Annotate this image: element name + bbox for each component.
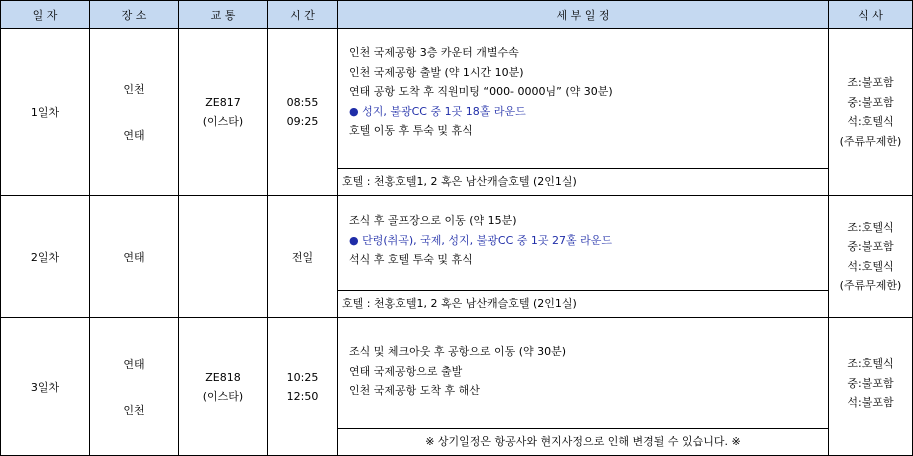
day3-place-from: 연태 <box>123 357 145 371</box>
day1-depart-time: 08:55 <box>286 96 319 109</box>
day1-line-2: 인천 국제공항 출발 (약 1시간 10분) <box>349 65 524 79</box>
day2-line-2: ● 단령(취곡), 국제, 성지, 불광CC 중 1곳 27홀 라운드 <box>349 233 613 247</box>
day2-details <box>338 196 829 318</box>
header-details: 세 부 일 정 <box>338 1 829 29</box>
day1-meal-note: (주류무제한) <box>839 134 902 148</box>
header-row <box>1 1 913 29</box>
day1-row <box>1 29 913 196</box>
day2-meal-dinner: 석:호텔식 <box>847 259 894 273</box>
day1-places <box>90 29 179 196</box>
day1-line-1: 인천 국제공항 3층 카운터 개별수속 <box>349 46 519 59</box>
day1-hotel: 호텔 : 천홍호텔1, 2 혹은 남산캐슬호텔 (2인1실) <box>338 168 828 195</box>
day3-meals <box>829 318 913 456</box>
day2-label: 2일차 <box>1 196 90 318</box>
day2-meal-note: (주류무제한) <box>839 279 902 292</box>
header-place: 장 소 <box>90 1 179 29</box>
day1-meal-lunch: 중:불포함 <box>847 95 894 109</box>
header-transport: 교 통 <box>179 1 268 29</box>
day2-meal-lunch: 중:불포함 <box>847 240 894 253</box>
day3-arrive-time: 12:50 <box>286 389 319 403</box>
day2-place: 연태 <box>90 196 179 318</box>
day1-meal-dinner: 석:호텔식 <box>847 115 894 128</box>
day1-details <box>338 29 829 196</box>
day3-line-1: 조식 및 체크아웃 후 공항으로 이동 (약 30분) <box>349 345 567 358</box>
day3-airline: (이스타) <box>202 389 244 403</box>
day3-line-2: 연태 국제공항으로 출발 <box>349 364 463 378</box>
header-time: 시 간 <box>268 1 338 29</box>
day3-places <box>90 318 179 456</box>
day3-meal-dinner: 석:불포함 <box>847 396 894 409</box>
day1-flight: ZE817 <box>205 96 241 109</box>
header-day: 일 자 <box>1 1 90 29</box>
day3-row <box>1 318 913 456</box>
day3-label: 3일차 <box>1 318 90 456</box>
day1-line-5: 호텔 이동 후 투숙 및 휴식 <box>349 124 473 137</box>
day1-line-3: 연태 공항 도착 후 직원미팅 “000- 0000님” (약 30분) <box>349 85 613 98</box>
schedule-change-notice: ※ 상기일정은 항공사와 현지사정으로 인해 변경될 수 있습니다. ※ <box>338 428 828 455</box>
day2-line-1: 조식 후 골프장으로 이동 (약 15분) <box>349 214 517 227</box>
day3-depart-time: 10:25 <box>286 370 319 384</box>
header-meal: 식 사 <box>829 1 913 29</box>
day1-line-4: ● 성지, 불광CC 중 1곳 18홀 라운드 <box>349 104 526 118</box>
day3-meal-breakfast: 조:호텔식 <box>847 357 894 370</box>
day1-airline: (이스타) <box>202 115 244 128</box>
day3-meal-lunch: 중:불포함 <box>847 376 894 390</box>
day1-arrive-time: 09:25 <box>286 115 319 128</box>
day3-times <box>268 318 338 456</box>
day3-details <box>338 318 829 456</box>
day2-time: 전일 <box>268 196 338 318</box>
day2-meals <box>829 196 913 318</box>
day2-hotel: 호텔 : 천홍호텔1, 2 혹은 남산캐슬호텔 (2인1실) <box>338 290 828 317</box>
day3-place-to: 인천 <box>123 403 145 417</box>
day3-flight: ZE818 <box>205 370 241 384</box>
day3-line-3: 인천 국제공항 도착 후 해산 <box>349 384 480 397</box>
day2-transport <box>179 196 268 318</box>
day1-times <box>268 29 338 196</box>
day1-place-from: 인천 <box>123 83 145 96</box>
day3-transport <box>179 318 268 456</box>
day1-label: 1일차 <box>1 29 90 196</box>
day2-row <box>1 196 913 318</box>
day1-meal-breakfast: 조:불포함 <box>847 76 894 89</box>
day2-meal-breakfast: 조:호텔식 <box>847 220 894 234</box>
day1-place-to: 연태 <box>123 129 145 142</box>
day2-line-3: 석식 후 호텔 투숙 및 휴식 <box>349 253 473 266</box>
day1-transport <box>179 29 268 196</box>
day1-meals <box>829 29 913 196</box>
